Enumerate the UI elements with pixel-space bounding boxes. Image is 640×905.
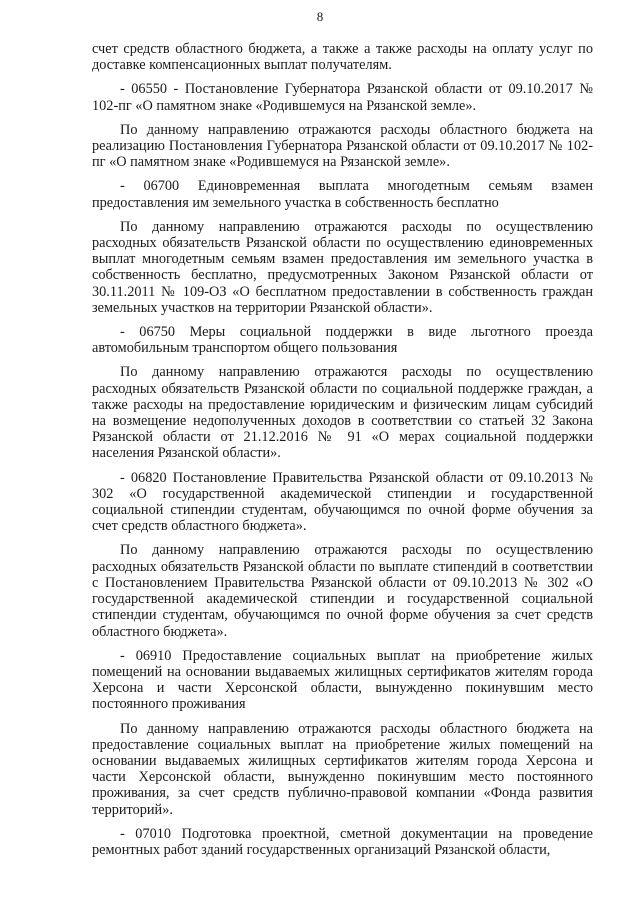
paragraph-description-06820: По данному направлению отражаются расходы по осуществлению расходных обязательств Рязанской области по выплате стипендий в соответствии с Постановлением Правительства Рязанской области от 09.10.2013 № 302 «О государственной академической стипендии и государственной социальной стипендии студентам, обучающимся по очной форме обучения за счет средств областного бюджета». [92, 542, 593, 640]
paragraph-continuation: счет средств областного бюджета, а также а также расходы на оплату услуг по доставке компенсационных выплат получателям. [92, 41, 593, 74]
paragraph-code-06750: - 06750 Меры социальной поддержки в виде льготного проезда автомобильным транспортом общего пользования [92, 324, 593, 357]
paragraph-description-06910: По данному направлению отражаются расходы областного бюджета на предоставление социальных выплат на приобретение жилых помещений на основании выдаваемых жилищных сертификатов жителям города Херсона и части Херсонской области, вынужденно покинувшим место постоянного проживания, за счет средств публично-правовой компании «Фонда развития территорий». [92, 720, 593, 818]
paragraph-description-06700: По данному направлению отражаются расходы по осуществлению расходных обязательств Рязанской области по осуществлению единовременных выплат многодетным семьям взамен предоставления им земельного участка в собственность бесплатно, предусмотренных Законом Рязанской области от 30.11.2011 № 109-ОЗ «О бесплатном предоставлении в собственность граждан земельных участков на территории Рязанской области». [92, 218, 593, 316]
paragraph-code-06910: - 06910 Предоставление социальных выплат на приобретение жилых помещений на основании выдаваемых жилищных сертификатов жителям города Херсона и части Херсонской области, вынужденно покинувшим место постоянного проживания [92, 647, 593, 713]
paragraph-code-06550: - 06550 - Постановление Губернатора Рязанской области от 09.10.2017 № 102-пг «О памятном знаке «Родившемуся на Рязанской земле». [92, 81, 593, 114]
paragraph-code-06820: - 06820 Постановление Правительства Рязанской области от 09.10.2013 № 302 «О государственной академической стипендии и государственной социальной стипендии студентам, обучающимся по очной форме обучения за счет средств областного бюджета». [92, 469, 593, 535]
document-body [92, 0, 593, 858]
page-number: 8 [316, 9, 324, 24]
paragraph-code-07010: - 07010 Подготовка проектной, сметной документации на проведение ремонтных работ зданий государственных организаций Рязанской области, [92, 825, 593, 858]
paragraph-code-06700: - 06700 Единовременная выплата многодетным семьям взамен предоставления им земельного участка в собственность бесплатно [92, 178, 593, 211]
paragraph-description-06550: По данному направлению отражаются расходы областного бюджета на реализацию Постановления Губернатора Рязанской области от 09.10.2017 № 102-пг «О памятном знаке «Родившемуся на Рязанской земле». [92, 121, 593, 171]
paragraph-description-06750: По данному направлению отражаются расходы по осуществлению расходных обязательств Рязанской области по социальной поддержке граждан, а также расходы на предоставление юридическим и физическим лицам субсидий на возмещение недополученных доходов в соответствии со статьей 32 Закона Рязанской области от 21.12.2016 № 91 «О мерах социальной поддержки населения Рязанской области». [92, 364, 593, 462]
